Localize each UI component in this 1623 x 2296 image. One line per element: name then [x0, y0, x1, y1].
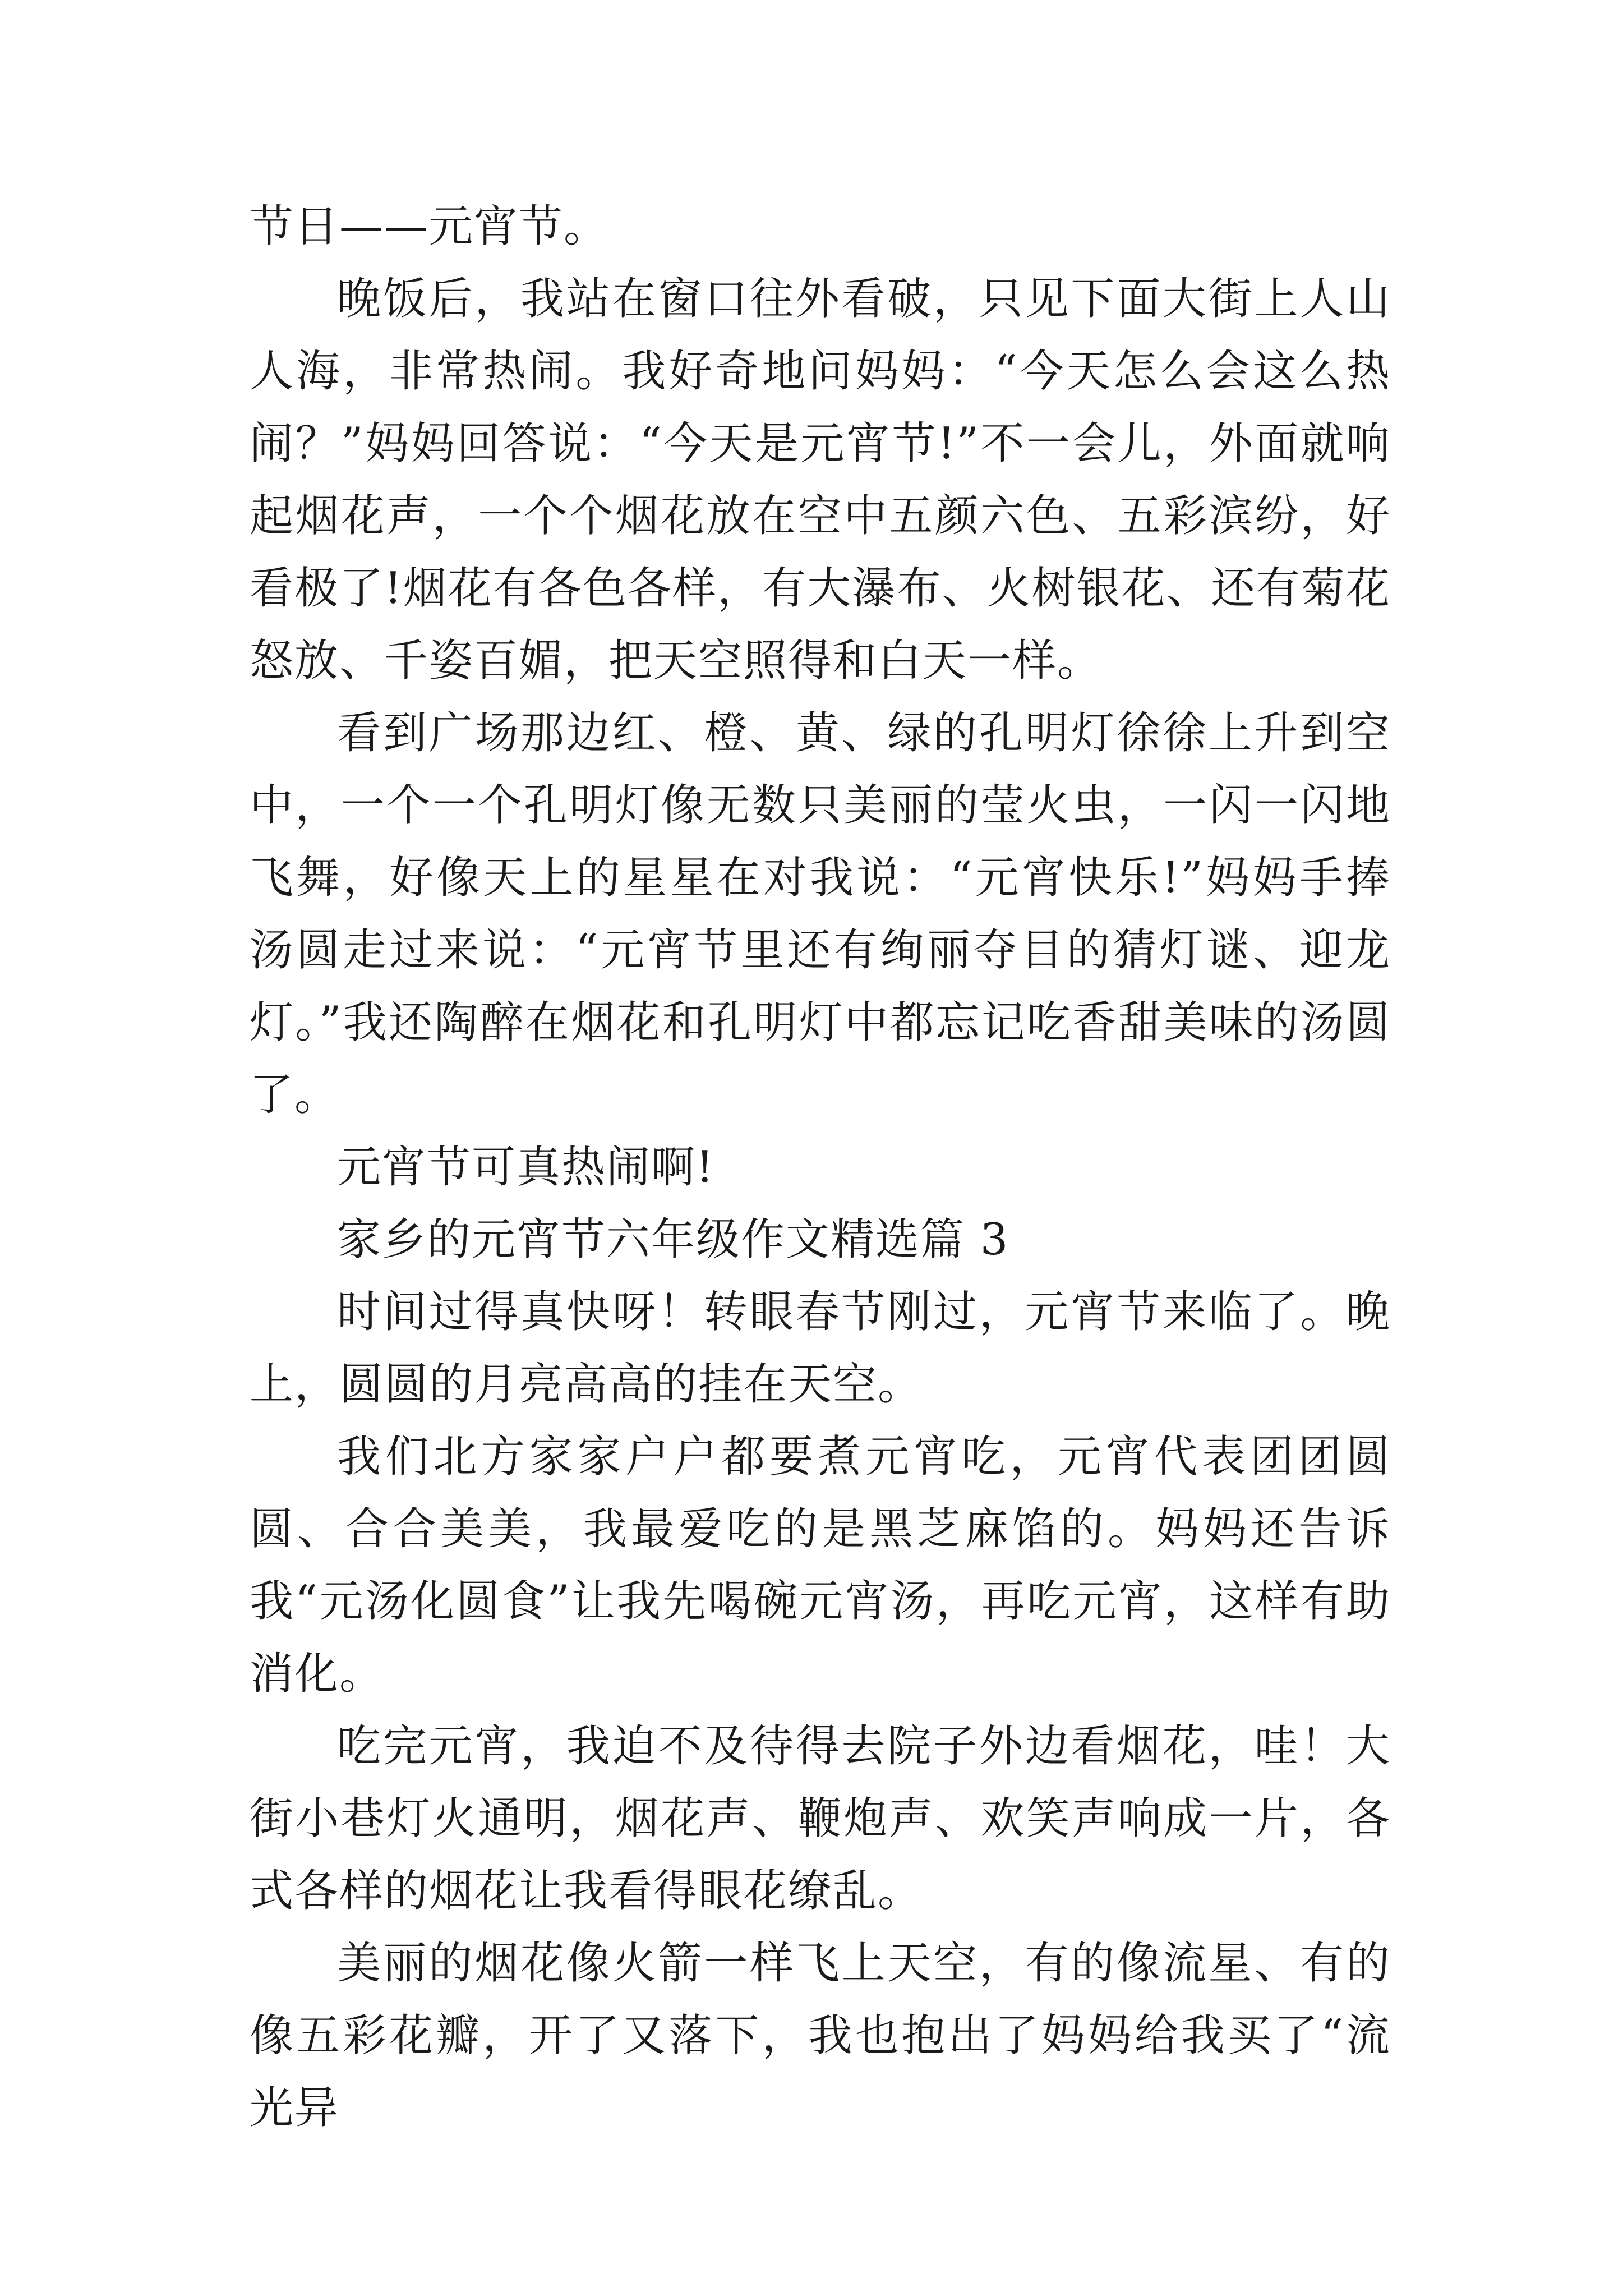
paragraph-8: 美丽的烟花像火箭一样飞上天空，有的像流星、有的像五彩花瓣，开了又落下，我也抱出了妈妈给我买了“流光异 [250, 1938, 1391, 2133]
paragraph-3: 看到广场那边红、橙、黄、绿的孔明灯徐徐上升到空中，一个一个孔明灯像无数只美丽的莹火虫，一闪一闪地飞舞，好像天上的星星在对我说：“元宵快乐!”妈妈手捧汤圆走过来说：“元宵节里还有绚丽夺目的猜灯谜、迎龙灯。”我还陶醉在烟花和孔明灯中都忘记吃香甜美味的汤圆了。 [250, 708, 1391, 1120]
section-heading: 家乡的元宵节六年级作文精选篇 3 [337, 1214, 1009, 1265]
paragraph-4: 元宵节可真热闹啊! [337, 1142, 715, 1193]
paragraph-7: 吃完元宵，我迫不及待得去院子外边看烟花，哇！大街小巷灯火通明，烟花声、鞭炮声、欢笑声响成一片，各式各样的烟花让我看得眼花缭乱。 [250, 1721, 1391, 1916]
paragraph-1: 节日——元宵节。 [250, 201, 609, 252]
paragraph-2: 晚饭后，我站在窗口往外看破，只见下面大街上人山人海，非常热闹。我好奇地问妈妈：“今天怎么会这么热闹？”妈妈回答说：“今天是元宵节!”不一会儿，外面就响起烟花声，一个个烟花放在空中五颜六色、五彩滨纷，好看极了!烟花有各色各样，有大瀑布、火树银花、还有菊花怒放、千姿百媚，把天空照得和白天一样。 [250, 274, 1391, 686]
paragraph-6: 我们北方家家户户都要煮元宵吃，元宵代表团团圆圆、合合美美，我最爱吃的是黑芝麻馅的。妈妈还告诉我“元汤化圆食”让我先喝碗元宵汤，再吃元宵，这样有助消化。 [250, 1432, 1391, 1699]
body-text [250, 191, 1391, 2145]
paragraph-5: 时间过得真快呀！转眼春节刚过，元宵节来临了。晚上，圆圆的月亮高高的挂在天空。 [250, 1287, 1391, 1410]
